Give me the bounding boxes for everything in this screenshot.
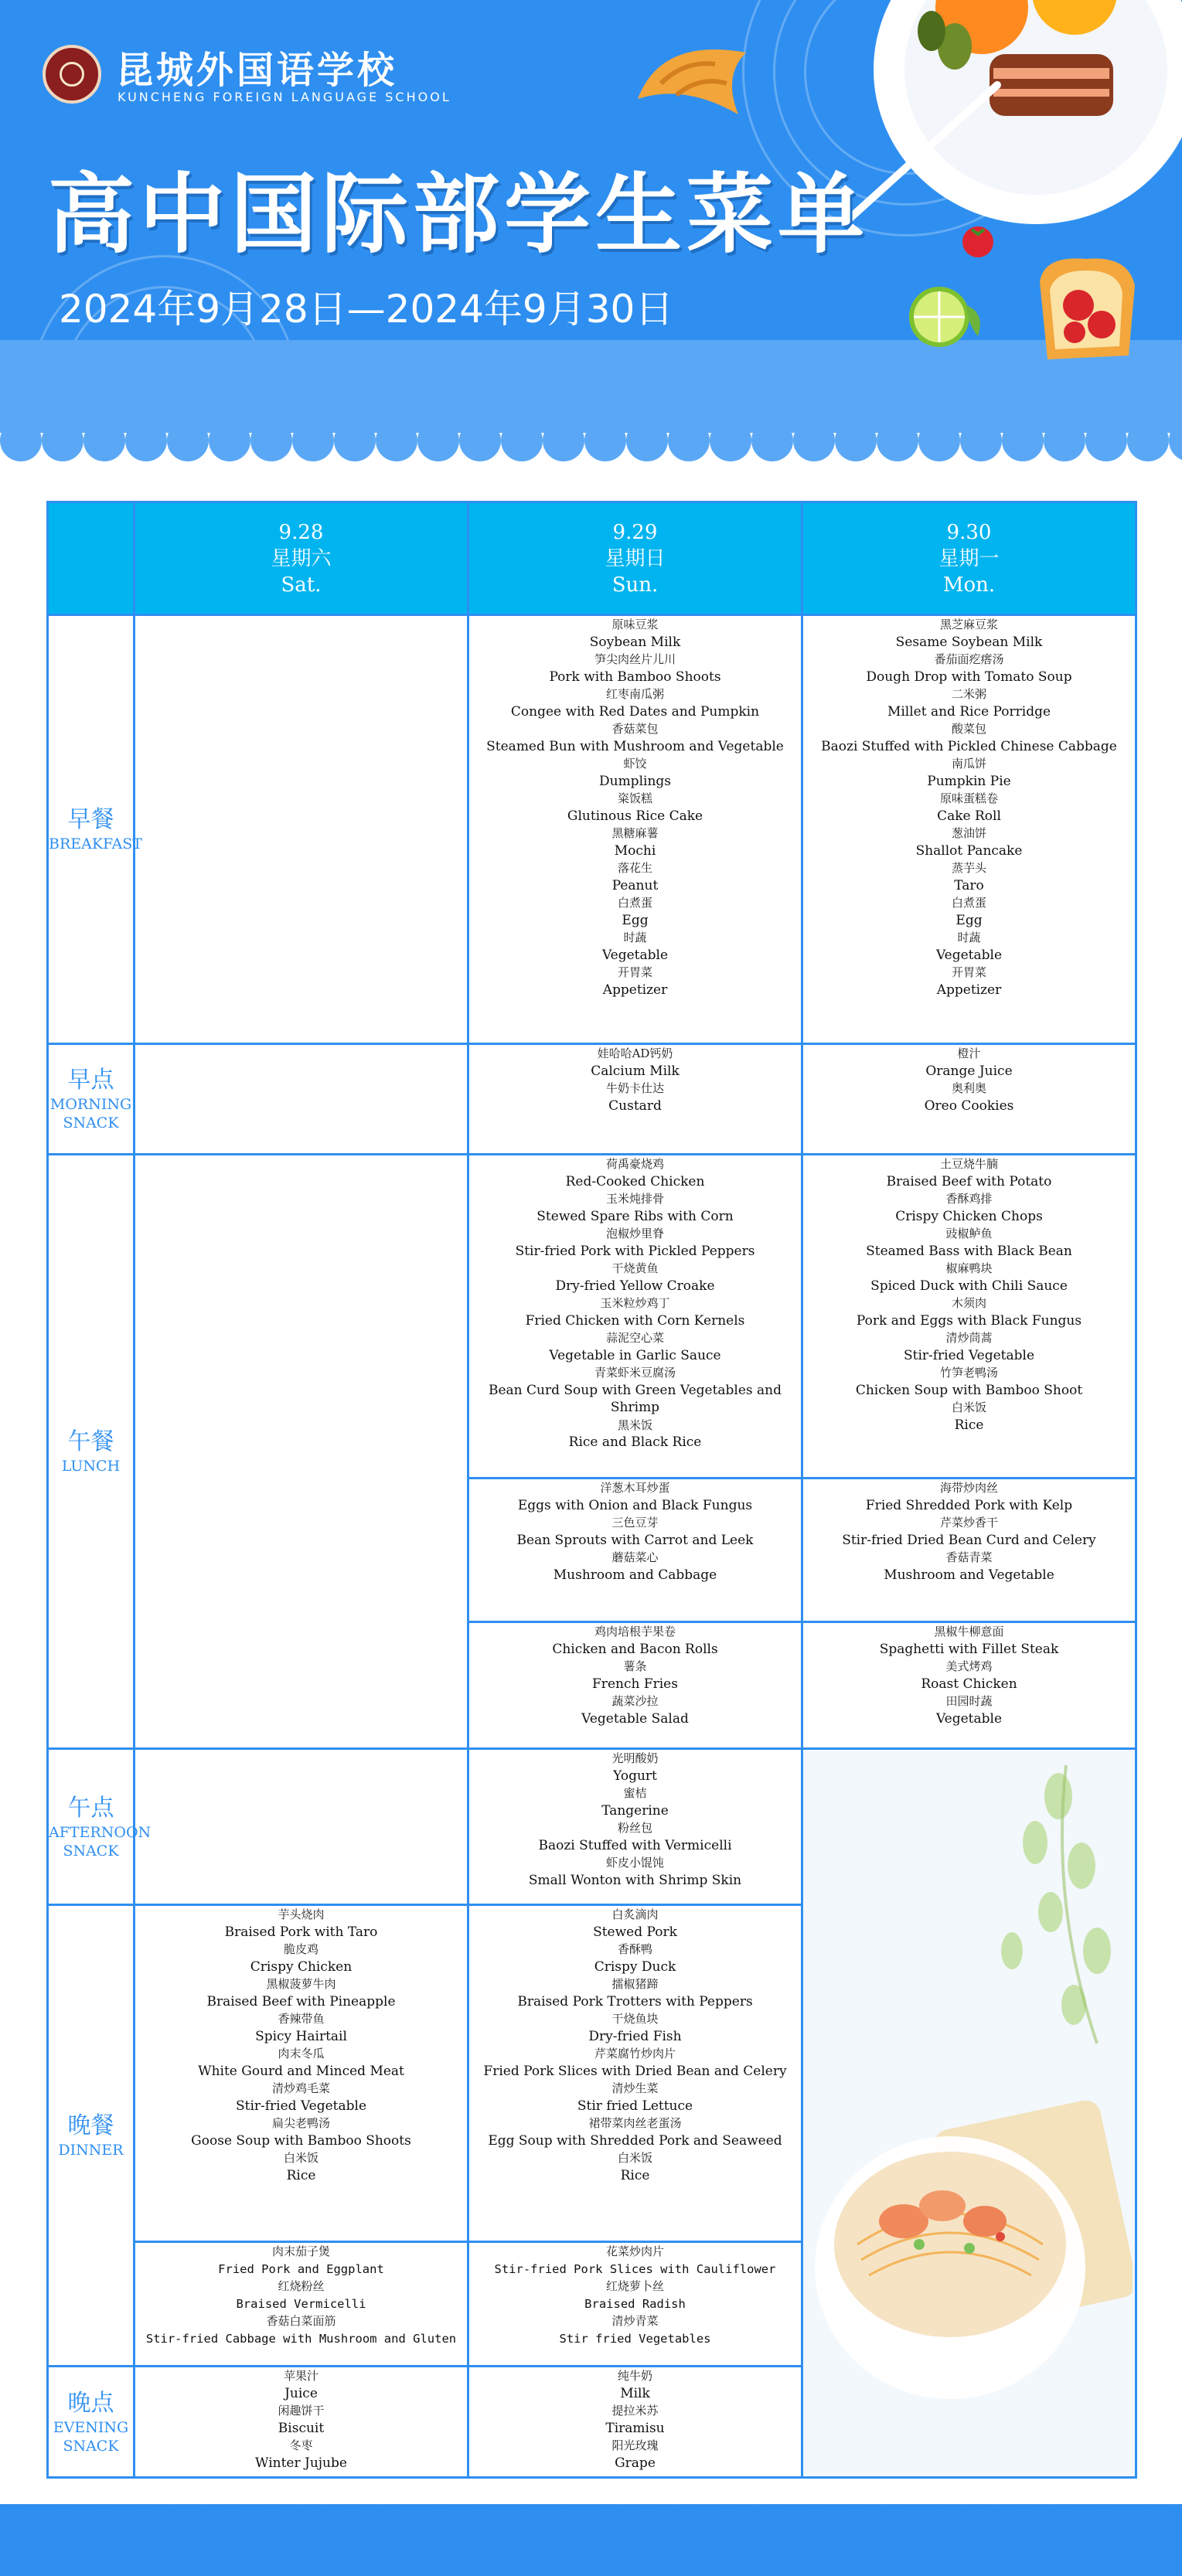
dish-name-en: Fried Shredded Pork with Kelp <box>865 1497 1073 1513</box>
dish-name-cn: 黑椒牛柳意面 <box>934 1625 1004 1638</box>
menu-cell-breakfast-mon <box>802 615 1136 1044</box>
meal-label-en: SNACK <box>63 1842 119 1860</box>
dish-name-en: Stir fried Lettuce <box>577 2098 693 2114</box>
dish-name-en: Rice <box>286 2167 316 2183</box>
day-date: 9.28 <box>278 520 324 544</box>
meal-label-cn: 晚餐 <box>67 2112 114 2139</box>
dish-name-cn: 白煮蛋 <box>951 896 986 910</box>
dish-name-en: Mushroom and Cabbage <box>553 1567 717 1583</box>
dish-name-cn: 黑椒菠萝牛肉 <box>266 1977 336 1991</box>
meal-label-dinner <box>48 1905 135 2367</box>
menu-cell-lunch1-mon <box>802 1155 1136 1479</box>
dish-name-en: Dry-fried Yellow Croake <box>555 1278 715 1294</box>
dish-name-en: Calcium Milk <box>591 1063 680 1079</box>
dish-name-en: Shallot Pancake <box>915 842 1023 859</box>
dish-name-cn: 清炒青菜 <box>611 2314 659 2328</box>
dish-name-cn: 花菜炒肉片 <box>605 2244 664 2258</box>
dish-name-cn: 裙带菜肉丝老蛋汤 <box>588 2116 682 2130</box>
dish-name-en: Small Wonton with Shrimp Skin <box>528 1872 742 1888</box>
dish-name-cn: 提拉米苏 <box>611 2404 659 2418</box>
header-banner <box>0 0 1182 464</box>
dish-name-en: Spiced Duck with Chili Sauce <box>870 1278 1068 1294</box>
menu-cell-breakfast-sat <box>135 615 468 1044</box>
dish-name-cn: 香辣带鱼 <box>278 2012 325 2026</box>
dish-name-cn: 青菜虾米豆腐汤 <box>594 1366 676 1380</box>
dish-name-cn: 香酥鸭 <box>617 1942 652 1956</box>
lime-icon <box>904 282 990 352</box>
dish-list <box>135 1906 467 2184</box>
menu-cell-dinner1-sat <box>135 1905 468 2242</box>
meal-label-evening-snack <box>48 2367 135 2478</box>
dish-name-en: Tiramisu <box>605 2420 665 2436</box>
dish-name-cn: 苹果汁 <box>283 2369 318 2383</box>
menu-cell-lunch2-sun <box>468 1479 802 1622</box>
date-range: 2024年9月28日—2024年9月30日 <box>59 287 674 332</box>
meal-label-en: SNACK <box>63 1114 119 1131</box>
dish-name-cn: 肉末茄子煲 <box>271 2244 330 2258</box>
dish-name-cn: 扁尖老鸭汤 <box>271 2116 330 2130</box>
dish-name-cn: 擂椒猪蹄 <box>611 1977 659 1991</box>
menu-cell-morning-sun <box>468 1044 802 1155</box>
dish-name-cn: 蘑菇菜心 <box>611 1550 659 1564</box>
dish-name-en: Mochi <box>614 842 656 859</box>
dish-list <box>469 2367 801 2472</box>
dish-list <box>469 1479 801 1584</box>
meal-label-breakfast <box>48 615 142 1044</box>
dish-name-en: Biscuit <box>278 2420 325 2436</box>
dish-name-cn: 落花生 <box>617 861 652 875</box>
dish-name-en: Stewed Pork <box>593 1924 677 1940</box>
dish-name-en: Stir fried Vegetables <box>559 2331 711 2346</box>
dish-name-en: Grape <box>615 2455 656 2471</box>
dish-name-cn: 洋葱木耳炒蛋 <box>600 1481 670 1495</box>
dish-name-en: Braised Pork Trotters with Peppers <box>517 1993 753 2009</box>
day-weekday-cn: 星期六 <box>271 546 332 570</box>
dish-name-cn: 葱油饼 <box>951 826 986 840</box>
dish-name-cn: 白米饭 <box>951 1400 986 1414</box>
dish-name-cn: 肉末冬瓜 <box>278 2047 325 2060</box>
meal-label-cn: 早餐 <box>67 806 114 833</box>
dish-name-en: Braised Radish <box>584 2296 686 2311</box>
menu-cell-morning-sat <box>135 1044 468 1155</box>
banner-scallop-edge <box>0 433 1182 470</box>
dish-name-en: Pork and Eggs with Black Fungus <box>856 1312 1082 1329</box>
day-date: 9.29 <box>612 520 658 544</box>
morning-snack-row <box>48 1044 1136 1155</box>
menu-cell-decoration <box>802 1749 1136 2478</box>
tomato-icon <box>959 220 997 259</box>
day-weekday-en: Sun. <box>611 573 659 597</box>
toast-icon <box>1020 247 1152 371</box>
dish-name-cn: 泡椒炒里脊 <box>605 1227 664 1240</box>
dish-name-cn: 豉椒鲈鱼 <box>945 1227 993 1240</box>
dish-name-cn: 白煮蛋 <box>617 896 652 910</box>
dish-name-cn: 木须肉 <box>951 1296 986 1310</box>
dish-name-en: Pumpkin Pie <box>927 773 1011 789</box>
dish-list <box>135 2243 467 2347</box>
header-corner-cell <box>48 502 135 615</box>
dish-name-cn: 香菇菜包 <box>611 722 659 736</box>
dish-name-en: Vegetable Salad <box>581 1710 689 1727</box>
day-date: 9.30 <box>946 520 992 544</box>
dish-name-cn: 干烧黄鱼 <box>611 1261 659 1275</box>
menu-cell-morning-mon <box>802 1044 1136 1155</box>
dish-name-en: Fried Pork Slices with Dried Bean and Celery <box>483 2063 787 2079</box>
dish-name-cn: 芹菜炒香干 <box>939 1516 998 1530</box>
dish-name-cn: 脆皮鸡 <box>283 1942 318 1956</box>
meal-label-cn: 早点 <box>67 1067 114 1094</box>
dish-name-cn: 竹笋老鸭汤 <box>939 1366 998 1380</box>
dish-name-en: Steamed Bun with Mushroom and Vegetable <box>486 738 784 754</box>
afternoon-snack-row <box>48 1749 1136 1905</box>
menu-cell-lunch2-mon <box>802 1479 1136 1622</box>
dish-name-en: Cake Roll <box>937 808 1001 824</box>
day-weekday-cn: 星期日 <box>605 546 666 570</box>
dish-name-en: Braised Beef with Pineapple <box>206 1993 396 2009</box>
dish-name-cn: 白炙滴肉 <box>611 1907 659 1921</box>
dish-name-en: Appetizer <box>936 982 1002 998</box>
meal-label-en: LUNCH <box>61 1458 121 1475</box>
dish-name-en: Dumplings <box>598 773 671 789</box>
dish-name-cn: 玉米粒炒鸡丁 <box>600 1296 670 1310</box>
dish-name-cn: 清炒鸡毛菜 <box>271 2081 330 2095</box>
meal-label-lunch <box>48 1155 135 1749</box>
dish-name-en: Pork with Bamboo Shoots <box>549 669 721 685</box>
dish-name-en: Custard <box>608 1097 662 1114</box>
dish-name-en: Appetizer <box>602 982 668 998</box>
dish-name-en: Congee with Red Dates and Pumpkin <box>510 703 760 720</box>
dish-name-en: Orange Juice <box>925 1063 1013 1079</box>
dish-name-en: Stewed Spare Ribs with Corn <box>536 1208 734 1224</box>
dish-list <box>469 616 801 999</box>
dish-name-cn: 笋尖肉丝片儿川 <box>594 652 676 666</box>
dish-name-cn: 红烧萝卜丝 <box>605 2279 664 2293</box>
dish-name-cn: 虾皮小馄饨 <box>605 1856 664 1870</box>
dish-name-cn: 玉米炖排骨 <box>605 1192 664 1206</box>
dish-name-cn: 清炒生菜 <box>611 2081 659 2095</box>
dish-name-en: Braised Pork with Taro <box>224 1924 378 1940</box>
dish-name-cn: 橙汁 <box>957 1046 981 1060</box>
dish-name-en: Glutinous Rice Cake <box>567 808 703 824</box>
dish-name-cn: 荷禹豪烧鸡 <box>605 1157 664 1171</box>
dish-name-cn: 黑芝麻豆浆 <box>939 618 998 631</box>
dish-name-cn: 香菇白菜面筋 <box>266 2314 336 2328</box>
school-logo <box>43 45 101 104</box>
lunch-row-main <box>48 1155 1136 1479</box>
dish-name-en: Crispy Chicken <box>250 1958 353 1975</box>
dish-name-en: Bean Curd Soup with Green Vegetables and Shrimp <box>488 1382 782 1415</box>
dish-name-en: Stir-fried Pork Slices with Cauliflower <box>494 2261 776 2276</box>
meal-label-cn: 午餐 <box>67 1428 114 1455</box>
dish-name-en: Millet and Rice Porridge <box>887 703 1051 720</box>
dish-name-en: Bean Sprouts with Carrot and Leek <box>516 1532 754 1548</box>
dish-name-en: Crispy Duck <box>594 1958 676 1975</box>
menu-table <box>46 501 1137 2479</box>
meal-label-en: EVENING <box>53 2418 129 2436</box>
dish-name-cn: 酸菜包 <box>951 722 986 736</box>
meal-label-en: BREAKFAST <box>49 835 142 852</box>
meal-label-en: MORNING <box>49 1096 132 1113</box>
dish-name-en: Spaghetti with Fillet Steak <box>879 1641 1059 1657</box>
dish-list <box>469 1155 801 1451</box>
dish-name-en: Stir-fried Vegetable <box>235 2098 367 2114</box>
menu-cell-lunch-sat <box>135 1155 468 1749</box>
noodle-bowl-icon <box>803 1750 1133 2476</box>
dish-name-en: Juice <box>284 2385 318 2401</box>
dish-name-en: Vegetable in Garlic Sauce <box>549 1347 721 1363</box>
dish-name-en: Winter Jujube <box>255 2455 347 2471</box>
dish-name-cn: 薯条 <box>623 1659 647 1673</box>
dish-name-cn: 田园时蔬 <box>945 1694 993 1708</box>
menu-cell-evening-sat <box>135 2367 468 2478</box>
dish-list <box>469 1906 801 2184</box>
dish-name-cn: 粢饭糕 <box>617 791 652 805</box>
dish-name-en: French Fries <box>592 1676 678 1692</box>
dish-name-cn: 番茄面疙瘩汤 <box>934 652 1004 666</box>
day-weekday-en: Mon. <box>942 573 996 597</box>
dish-name-en: Rice and Black Rice <box>568 1434 702 1450</box>
dish-name-cn: 红烧粉丝 <box>278 2279 325 2293</box>
dish-name-en: Egg <box>622 912 649 928</box>
dish-list <box>469 2243 801 2347</box>
dish-name-cn: 纯牛奶 <box>617 2369 652 2383</box>
dish-list <box>803 1623 1135 1727</box>
dish-name-en: Roast Chicken <box>921 1676 1017 1692</box>
dish-name-cn: 二米粥 <box>951 687 986 701</box>
menu-cell-afternoon-sun <box>468 1749 802 1905</box>
menu-cell-evening-sun <box>468 2367 802 2478</box>
dish-list <box>469 1045 801 1114</box>
dish-name-cn: 娃哈哈AD钙奶 <box>597 1046 673 1060</box>
dish-name-cn: 牛奶卡仕达 <box>605 1081 664 1095</box>
dish-name-en: Baozi Stuffed with Vermicelli <box>538 1837 732 1853</box>
menu-cell-afternoon-sat <box>135 1749 468 1905</box>
menu-cell-lunch1-sun <box>468 1155 802 1479</box>
dish-name-cn: 芹菜腐竹炒肉片 <box>594 2047 676 2060</box>
dish-name-en: Braised Beef with Potato <box>886 1173 1052 1189</box>
dish-name-cn: 奥利奥 <box>951 1081 986 1095</box>
meal-label-cn: 午点 <box>67 1794 114 1822</box>
dish-list <box>469 1623 801 1727</box>
dish-name-cn: 香菇青菜 <box>945 1550 993 1564</box>
dish-name-en: Peanut <box>611 877 659 893</box>
dish-name-en: Steamed Bass with Black Bean <box>866 1243 1072 1259</box>
dish-name-cn: 芋头烧肉 <box>278 1907 325 1921</box>
dish-name-en: Rice <box>954 1417 984 1433</box>
dish-list <box>469 1750 801 1889</box>
dish-name-en: Milk <box>620 2385 650 2401</box>
dish-name-en: Stir-fried Vegetable <box>903 1347 1035 1363</box>
plate-icon <box>850 0 1182 247</box>
dish-name-en: Stir-fried Pork with Pickled Peppers <box>515 1243 755 1259</box>
dish-name-en: Spicy Hairtail <box>255 2028 347 2044</box>
dish-list <box>135 2367 467 2472</box>
dish-name-en: Chicken Soup with Bamboo Shoot <box>855 1382 1083 1398</box>
dish-name-en: Dry-fried Fish <box>588 2028 682 2044</box>
menu-cell-dinner1-sun <box>468 1905 802 2242</box>
dish-name-en: Fried Chicken with Corn Kernels <box>525 1312 745 1329</box>
dish-name-cn: 干烧鱼块 <box>611 2012 659 2026</box>
dish-name-cn: 冬枣 <box>289 2438 313 2452</box>
dish-name-en: Egg <box>955 912 983 928</box>
dish-name-cn: 闲趣饼干 <box>278 2404 325 2418</box>
dish-name-cn: 蔬菜沙拉 <box>611 1694 659 1708</box>
dish-name-cn: 清炒茼蒿 <box>945 1331 993 1345</box>
day-weekday-en: Sat. <box>281 573 322 597</box>
dish-name-en: Crispy Chicken Chops <box>895 1208 1043 1224</box>
menu-cell-breakfast-sun <box>468 615 802 1044</box>
dish-name-cn: 蒸芋头 <box>951 861 986 875</box>
dish-list <box>803 1155 1135 1434</box>
meal-label-afternoon-snack <box>48 1749 152 1905</box>
dish-name-cn: 蜜桔 <box>623 1786 647 1800</box>
page-title: 高中国际部学生菜单 <box>48 165 869 265</box>
meal-label-cn: 晚点 <box>67 2389 114 2417</box>
dish-name-en: Rice <box>620 2167 650 2183</box>
dish-name-en: Red-Cooked Chicken <box>565 1173 705 1189</box>
menu-cell-dinner2-sat <box>135 2242 468 2367</box>
dish-list <box>803 1045 1135 1114</box>
dish-name-en: Taro <box>954 877 984 893</box>
table-header-row <box>48 502 1136 615</box>
dish-name-en: Baozi Stuffed with Pickled Chinese Cabbage <box>821 738 1117 754</box>
dish-name-en: Tangerine <box>601 1802 669 1819</box>
school-name-cn: 昆城外国语学校 <box>116 49 398 92</box>
dish-name-en: Vegetable <box>601 947 669 963</box>
school-name-en: KUNCHENG FOREIGN LANGUAGE SCHOOL <box>118 90 451 104</box>
dish-name-en: Fried Pork and Eggplant <box>218 2261 384 2276</box>
dish-name-en: Egg Soup with Shredded Pork and Seaweed <box>488 2132 782 2149</box>
dish-name-cn: 白米饭 <box>283 2151 318 2165</box>
meal-label-en: DINNER <box>58 2142 124 2159</box>
dish-name-cn: 开胃菜 <box>617 965 652 979</box>
day-header-mon <box>802 502 1136 615</box>
dish-name-cn: 香酥鸡排 <box>945 1192 993 1206</box>
dish-list <box>803 616 1135 999</box>
dish-name-en: Vegetable <box>935 1710 1003 1727</box>
meal-label-morning-snack <box>48 1044 135 1155</box>
dish-name-en: Goose Soup with Bamboo Shoots <box>191 2132 411 2149</box>
dish-name-en: Yogurt <box>613 1768 657 1784</box>
dish-name-cn: 土豆烧牛腩 <box>939 1157 998 1171</box>
dish-name-en: Sesame Soybean Milk <box>895 634 1043 650</box>
dish-name-cn: 黑米饭 <box>617 1417 652 1432</box>
dish-name-cn: 阳光玫瑰 <box>611 2438 659 2452</box>
dish-name-cn: 开胃菜 <box>951 965 986 979</box>
dish-name-cn: 鸡肉培根芋果卷 <box>594 1625 676 1638</box>
dish-name-cn: 美式烤鸡 <box>945 1659 993 1673</box>
dish-name-cn: 椒麻鸭块 <box>945 1261 993 1275</box>
dish-name-cn: 原味蛋糕卷 <box>939 791 998 805</box>
footer-scallop <box>0 2504 1182 2576</box>
dish-name-cn: 原味豆浆 <box>611 618 659 631</box>
dish-name-en: Vegetable <box>935 947 1003 963</box>
dish-list <box>803 1479 1135 1584</box>
dish-name-en: Eggs with Onion and Black Fungus <box>517 1497 753 1513</box>
menu-cell-dinner2-sun <box>468 2242 802 2367</box>
croissant-icon <box>630 29 754 130</box>
dish-name-en: Stir-fried Cabbage with Mushroom and Gluten <box>145 2331 457 2346</box>
day-header-sat <box>135 502 468 615</box>
dish-name-cn: 虾饺 <box>623 757 647 771</box>
dish-name-cn: 时蔬 <box>957 931 981 944</box>
dish-name-en: Stir-fried Dried Bean Curd and Celery <box>842 1532 1096 1548</box>
dish-name-cn: 黑糖麻薯 <box>611 826 659 840</box>
dish-name-cn: 红枣南瓜粥 <box>605 687 664 701</box>
menu-cell-lunch3-sun <box>468 1622 802 1749</box>
dish-name-en: Soybean Milk <box>589 634 681 650</box>
breakfast-row <box>48 615 1136 1044</box>
dish-name-cn: 蒜泥空心菜 <box>605 1331 664 1345</box>
dish-name-cn: 粉丝包 <box>617 1821 652 1835</box>
day-header-sun <box>468 502 802 615</box>
menu-cell-lunch3-mon <box>802 1622 1136 1749</box>
meal-label-en: SNACK <box>63 2437 119 2455</box>
dish-name-cn: 三色豆芽 <box>611 1516 659 1530</box>
dish-name-cn: 海带炒肉丝 <box>939 1481 998 1495</box>
dish-name-en: Oreo Cookies <box>924 1097 1014 1114</box>
dish-name-en: White Gourd and Minced Meat <box>198 2063 404 2079</box>
day-weekday-cn: 星期一 <box>938 546 1000 570</box>
dish-name-en: Chicken and Bacon Rolls <box>552 1641 718 1657</box>
dish-name-en: Mushroom and Vegetable <box>884 1567 1054 1583</box>
meal-label-en: AFTERNOON <box>49 1823 152 1841</box>
dish-name-cn: 光明酸奶 <box>611 1751 659 1765</box>
dish-name-cn: 时蔬 <box>623 931 647 944</box>
dish-name-en: Dough Drop with Tomato Soup <box>866 669 1072 685</box>
dish-name-cn: 南瓜饼 <box>951 757 986 771</box>
dish-name-cn: 白米饭 <box>617 2151 652 2165</box>
dish-name-en: Braised Vermicelli <box>236 2296 366 2311</box>
